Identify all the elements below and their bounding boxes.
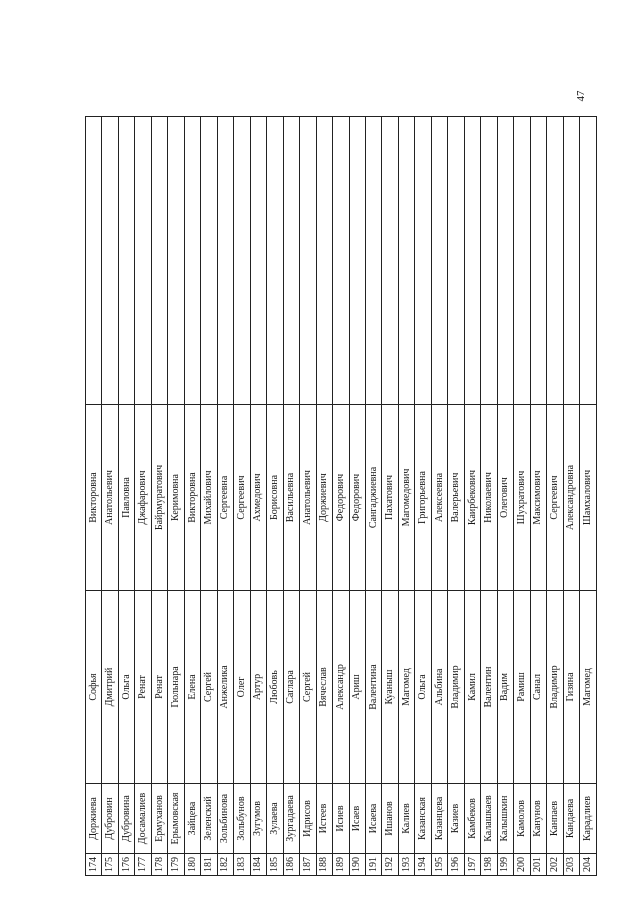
table-row [316,117,332,876]
first-name: Магомед [398,591,414,784]
first-name: Ренат [135,591,151,784]
blank-cell [547,117,563,405]
patronymic: Сергеевич [234,405,250,591]
last-name: Казанцева [431,784,447,854]
last-name: Ерымовская [168,784,184,854]
last-name: Карадлиев [580,784,596,854]
patronymic: Олегович [497,405,513,591]
row-number: 200 [514,854,530,876]
last-name: Зеленский [201,784,217,854]
table-frame [85,117,593,876]
last-name: Ермуханов [151,784,167,854]
table-row [448,117,464,876]
last-name: Исиев [333,784,349,854]
last-name: Исаев [349,784,365,854]
blank-cell [481,117,497,405]
first-name: Вадим [497,591,513,784]
table-row [497,117,513,876]
patronymic: Федорович [333,405,349,591]
blank-cell [86,117,102,405]
first-name: Гюльнара [168,591,184,784]
blank-cell [398,117,414,405]
patronymic: Максимович [530,405,546,591]
table-row [184,117,200,876]
blank-cell [497,117,513,405]
blank-cell [283,117,299,405]
row-number: 185 [267,854,283,876]
row-number: 181 [201,854,217,876]
page-number: 47 [575,90,587,102]
row-number: 182 [217,854,233,876]
blank-cell [102,117,118,405]
blank-cell [448,117,464,405]
patronymic: Байрмуратович [151,405,167,591]
patronymic: Сангаджиевна [365,405,381,591]
row-number: 178 [151,854,167,876]
row-number: 204 [580,854,596,876]
patronymic: Шухратович [514,405,530,591]
first-name: Валентина [365,591,381,784]
blank-cell [234,117,250,405]
last-name: Дубровина [118,784,134,854]
patronymic: Викторовна [184,405,200,591]
patronymic: Валерьевич [448,405,464,591]
patronymic: Михайлович [201,405,217,591]
first-name: Владимир [448,591,464,784]
patronymic: Ахмедович [250,405,266,591]
table-row [234,117,250,876]
last-name: Зугумов [250,784,266,854]
row-number: 175 [102,854,118,876]
first-name: Дмитрий [102,591,118,784]
row-number: 193 [398,854,414,876]
blank-cell [349,117,365,405]
last-name: Камбеков [464,784,480,854]
blank-cell [415,117,431,405]
table-row [365,117,381,876]
patronymic: Александровна [563,405,579,591]
last-name: Зулаева [267,784,283,854]
row-number: 188 [316,854,332,876]
blank-cell [300,117,316,405]
last-name: Дубровин [102,784,118,854]
table-row [217,117,233,876]
table-row [86,117,102,876]
blank-cell [184,117,200,405]
blank-cell [563,117,579,405]
patronymic: Борисовна [267,405,283,591]
last-name: Идрисов [300,784,316,854]
row-number: 194 [415,854,431,876]
patronymic: Пахатович [382,405,398,591]
first-name: Анжелика [217,591,233,784]
blank-cell [316,117,332,405]
last-name: Камолов [514,784,530,854]
table-rotated [85,117,593,876]
first-name: Альбина [431,591,447,784]
blank-cell [267,117,283,405]
blank-cell [250,117,266,405]
first-name: Саглара [283,591,299,784]
row-number: 183 [234,854,250,876]
blank-cell [365,117,381,405]
table-row [547,117,563,876]
blank-cell [118,117,134,405]
first-name: Рамиш [514,591,530,784]
first-name: Ренат [151,591,167,784]
table-row [514,117,530,876]
blank-cell [135,117,151,405]
table-row [151,117,167,876]
patronymic: Джафарович [135,405,151,591]
table-row [250,117,266,876]
last-name: Калиев [398,784,414,854]
row-number: 192 [382,854,398,876]
row-number: 191 [365,854,381,876]
row-number: 203 [563,854,579,876]
last-name: Зайцева [184,784,200,854]
table-row [300,117,316,876]
row-number: 174 [86,854,102,876]
first-name: Ариш [349,591,365,784]
first-name: Елена [184,591,200,784]
patronymic: Каирбекович [464,405,480,591]
last-name: Канунов [530,784,546,854]
row-number: 198 [481,854,497,876]
patronymic: Васильевна [283,405,299,591]
blank-cell [151,117,167,405]
row-number: 195 [431,854,447,876]
row-number: 186 [283,854,299,876]
row-number: 197 [464,854,480,876]
first-name: Владимир [547,591,563,784]
row-number: 180 [184,854,200,876]
blank-cell [382,117,398,405]
table-row [118,117,134,876]
first-name: Камил [464,591,480,784]
first-name: Гизяна [563,591,579,784]
blank-cell [333,117,349,405]
last-name: Зольбинова [217,784,233,854]
table-row [333,117,349,876]
table-row [267,117,283,876]
patronymic: Сергеевна [217,405,233,591]
last-name: Истеев [316,784,332,854]
first-name: Куаныш [382,591,398,784]
table-row [530,117,546,876]
patronymic: Федорович [349,405,365,591]
patronymic: Викторовна [86,405,102,591]
row-number: 176 [118,854,134,876]
table-row [415,117,431,876]
last-name: Кандаева [563,784,579,854]
table-row [398,117,414,876]
row-number: 189 [333,854,349,876]
last-name: Зургадаева [283,784,299,854]
last-name: Казанская [415,784,431,854]
row-number: 177 [135,854,151,876]
table-body [86,117,597,876]
first-name: Александр [333,591,349,784]
first-name: Любовь [267,591,283,784]
first-name: Санал [530,591,546,784]
row-number: 190 [349,854,365,876]
first-name: Олег [234,591,250,784]
table-row [464,117,480,876]
table-row [481,117,497,876]
last-name: Доржиева [86,784,102,854]
patronymic: Алексеевна [431,405,447,591]
blank-cell [580,117,596,405]
first-name: Магомед [580,591,596,784]
last-name: Досамалиев [135,784,151,854]
row-number: 179 [168,854,184,876]
row-number: 184 [250,854,266,876]
patronymic: Николаевич [481,405,497,591]
first-name: Ольга [118,591,134,784]
patronymic: Шамхалович [580,405,596,591]
first-name: Сергей [300,591,316,784]
patronymic: Магомедович [398,405,414,591]
last-name: Калашкаев [481,784,497,854]
row-number: 202 [547,854,563,876]
table-row [431,117,447,876]
table-row [382,117,398,876]
first-name: Ольга [415,591,431,784]
table-row [349,117,365,876]
table-row [283,117,299,876]
blank-cell [514,117,530,405]
first-name: Софья [86,591,102,784]
table-row [102,117,118,876]
table-row [563,117,579,876]
table-row [201,117,217,876]
blank-cell [168,117,184,405]
last-name: Калышкин [497,784,513,854]
patronymic: Анатольевич [102,405,118,591]
blank-cell [530,117,546,405]
blank-cell [217,117,233,405]
last-name: Зольбунов [234,784,250,854]
table-row [580,117,596,876]
patronymic: Григорьевна [415,405,431,591]
row-number: 187 [300,854,316,876]
blank-cell [464,117,480,405]
first-name: Валентин [481,591,497,784]
patronymic: Доржиевич [316,405,332,591]
last-name: Казиев [448,784,464,854]
last-name: Канпаев [547,784,563,854]
row-number: 201 [530,854,546,876]
first-name: Сергей [201,591,217,784]
first-name: Артур [250,591,266,784]
patronymic: Сергеевич [547,405,563,591]
blank-cell [431,117,447,405]
last-name: Исаева [365,784,381,854]
last-name: Ишанов [382,784,398,854]
first-name: Вячеслав [316,591,332,784]
blank-cell [201,117,217,405]
row-number: 199 [497,854,513,876]
names-table [85,116,597,876]
patronymic: Павловна [118,405,134,591]
table-row [135,117,151,876]
patronymic: Анатольевич [300,405,316,591]
patronymic: Керимовна [168,405,184,591]
row-number: 196 [448,854,464,876]
table-row [168,117,184,876]
